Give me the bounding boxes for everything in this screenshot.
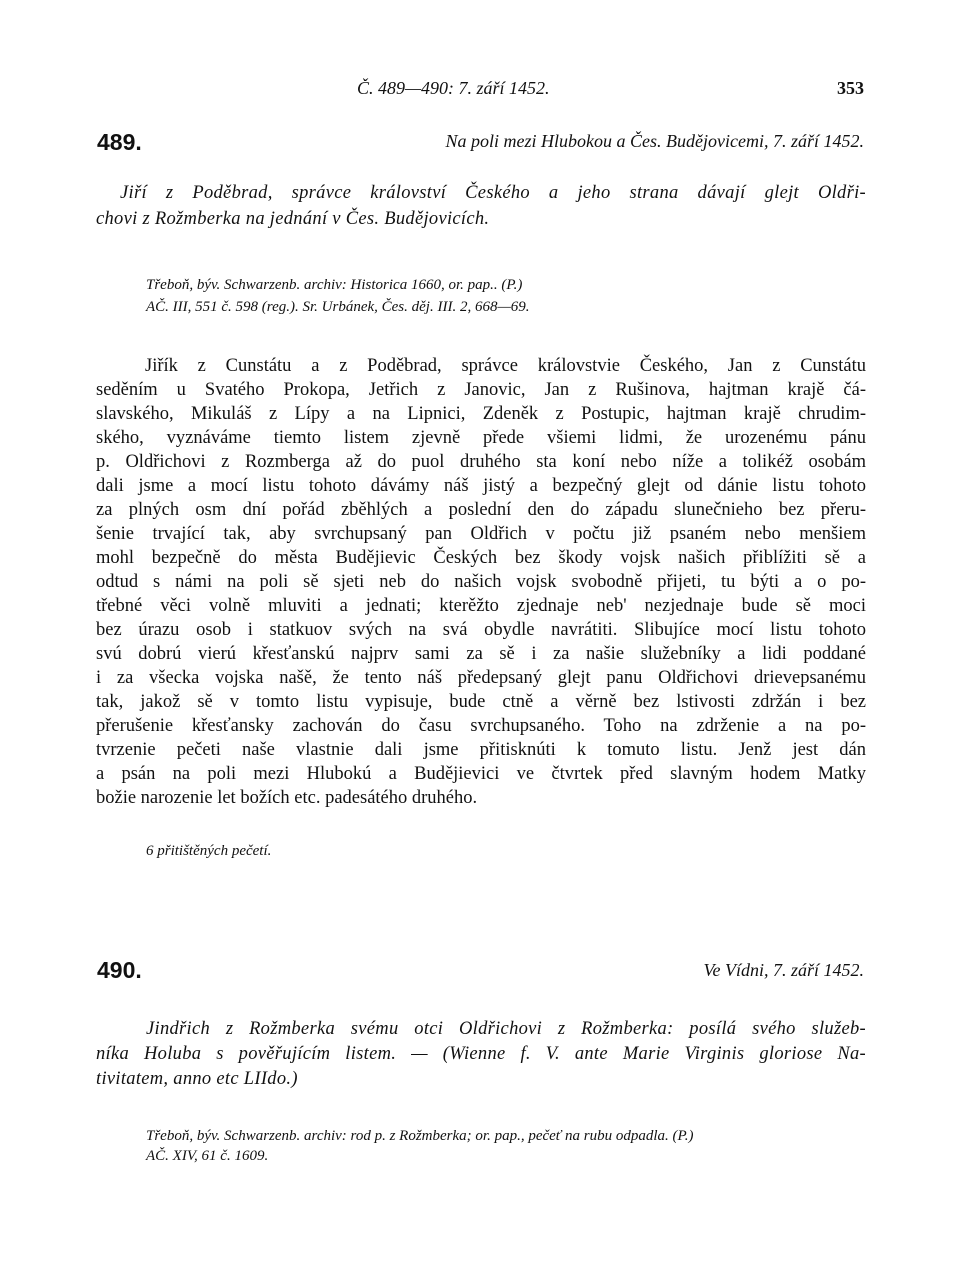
- text-line: seděním u Svatého Prokopa, Jetřich z Janovic, Jan z Rušinova, hajtman krajě čá-: [96, 380, 866, 400]
- seals-note: 6 přitištěných pečetí.: [146, 843, 272, 859]
- text-line: Jiřík z Cunstátu a z Poděbrad, správce královstvie Českého, Jan z Cunstátu: [145, 356, 866, 376]
- running-head: Č. 489—490: 7. září 1452.: [357, 78, 550, 98]
- text-line: za plných osm dní pořád zběhlých a poslední den do západu slunečnieho bez přeru-: [96, 500, 866, 520]
- text-line: tak, jakož sě v tomto listu vypisuje, bude ctně a věrně bez lstivosti zdržán i bez: [96, 692, 866, 712]
- text-line: svú dobrú vierú křesťanskú najprv sami za sě i za našie služebníky a lidi poddané: [96, 644, 866, 664]
- document-number: 489.: [97, 129, 142, 155]
- text-line: odtud s námi na poli sě sjeti neb do našich vojsk svobodně přijeti, tu býti a o po-: [96, 572, 866, 592]
- source-line: Třeboň, býv. Schwarzenb. archiv: rod p. z Rožmberka; or. pap., pečeť na rubu odpadla. (P.): [146, 1128, 694, 1144]
- regest-line: Jindřich z Rožmberka svému otci Oldřichovi z Rožmberka: posílá svého služeb-: [146, 1019, 866, 1039]
- regest-line: níka Holuba s pověřujícím listem. — (Wienne f. V. ante Marie Virginis gloriose Na-: [96, 1044, 866, 1064]
- regest-line: tivitatem, anno etc LIIdo.): [96, 1069, 298, 1089]
- text-line: bez úrazu osob i statkuov svých na svá obydle navrátiti. Slibujíce mocí listu tohoto: [96, 620, 866, 640]
- place-date: Ve Vídni, 7. září 1452.: [703, 960, 864, 980]
- text-line: přerušenie křesťansky zachován do času svrchupsaného. Toho na zdrženie a na po-: [96, 716, 866, 736]
- text-line: třebné věci volně mluviti a jednati; kterěžto zjednaje neb' nezjednaje bude sě moci: [96, 596, 866, 616]
- text-line: ského, vyznáváme tiemto listem zjevně přede všiemi lidmi, že urozenému pánu: [96, 428, 866, 448]
- source-line: AČ. XIV, 61 č. 1609.: [146, 1148, 269, 1164]
- regest-line: chovi z Rožmberka na jednání v Čes. Budějovicích.: [96, 209, 490, 229]
- text-line: dali jsme a mocí listu tohoto dávámy náš jistý a bezpečný glejt od dánie listu tohoto: [96, 476, 866, 496]
- text-line: p. Oldřichovi z Rozmberga až do puol druhého sta koní nebo níže a tolikéž osobám: [96, 452, 866, 472]
- text-line: šenie trvající tak, aby svrchupsaný pan Oldřich v počtu již psaném nebo menšiem: [96, 524, 866, 544]
- text-line: mohl bezpečně do města Budějievic Českých bez škody vojsk našich přiblížiti sě a: [96, 548, 866, 568]
- document-number: 490.: [97, 957, 142, 983]
- source-line: Třeboň, býv. Schwarzenb. archiv: Historica 1660, or. pap.. (P.): [146, 277, 523, 293]
- text-line: tvrzenie pečeti naše vlastnie dali jsme přitisknúti k tomuto listu. Jenž jest dán: [96, 740, 866, 760]
- place-date: Na poli mezi Hlubokou a Čes. Budějovicemi, 7. září 1452.: [445, 131, 864, 151]
- text-line: i za všecka vojska našě, že tento náš předepsaný glejt panu Oldřichovi drievepsanému: [96, 668, 866, 688]
- page-number: 353: [837, 78, 864, 98]
- text-line: božie narozenie let božích etc. padesátého druhého.: [96, 788, 478, 808]
- source-line: AČ. III, 551 č. 598 (reg.). Sr. Urbánek, Čes. děj. III. 2, 668—69.: [146, 299, 530, 315]
- regest-line: Jiří z Poděbrad, správce království Českého a jeho strana dávají glejt Oldři-: [120, 183, 866, 203]
- text-line: a psán na poli mezi Hlubokú a Budějievici ve čtvrtek před slavným hodem Matky: [96, 764, 866, 784]
- text-line: slavského, Mikuláš z Lípy a na Lipnici, Zdeněk z Postupic, hajtman krajě chrudim-: [96, 404, 866, 424]
